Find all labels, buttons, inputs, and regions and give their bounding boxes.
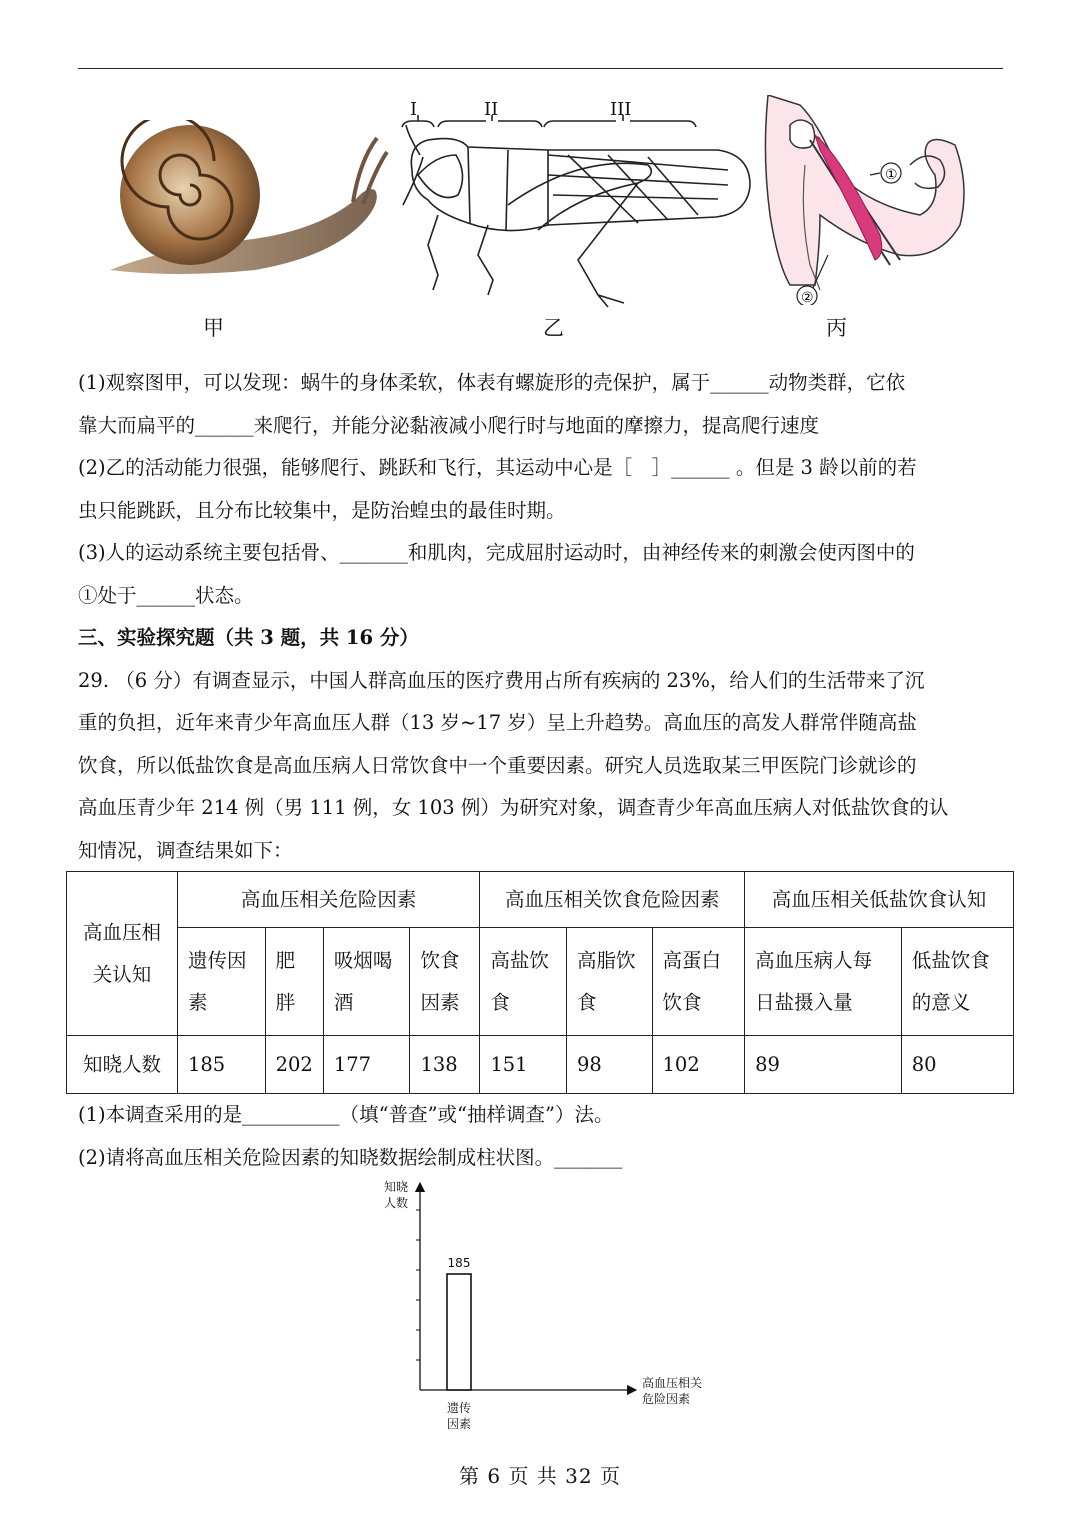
count-cell: 80	[901, 1036, 1013, 1094]
count-cell: 151	[480, 1036, 567, 1094]
col-header: 饮食因素	[410, 928, 480, 1036]
caption-bing: 丙	[826, 316, 847, 340]
q28-line: (2)乙的活动能力很强，能够爬行、跳跃和飞行，其运动中心是［ ］______ 。但是 3 龄以前的若	[78, 456, 917, 479]
question-29-subparts	[78, 1094, 1008, 1179]
count-cell: 202	[265, 1036, 323, 1094]
q28-line: ①处于______状态。	[78, 583, 254, 607]
q28-line: 靠大而扁平的______来爬行，并能分泌黏液减小爬行时与地面的摩擦力，提高爬行速度	[78, 413, 820, 437]
bar-chart	[370, 1175, 730, 1440]
segment-label-3: III	[610, 99, 632, 120]
count-cell: 138	[410, 1036, 480, 1094]
count-cell: 102	[652, 1036, 745, 1094]
col-header: 遗传因素	[177, 928, 265, 1036]
q29-line: 知情况，调查结果如下：	[78, 838, 293, 862]
q29-sub-line: (1)本调查采用的是__________（填“普查”或“抽样调查”）法。	[78, 1103, 614, 1126]
count-label: 知晓人数	[67, 1036, 178, 1094]
x-axis-label-line2: 危险因素	[642, 1392, 691, 1406]
count-cell: 185	[177, 1036, 265, 1094]
col-header: 肥胖	[265, 928, 323, 1036]
x-axis-label-line1: 高血压相关	[642, 1376, 703, 1390]
grasshopper-diagram	[398, 95, 758, 310]
muscle-label-1: ①	[885, 167, 898, 183]
muscle-label-2: ②	[801, 290, 814, 305]
row-header-text: 高血压相关认知	[82, 920, 161, 986]
q28-line: (1)观察图甲，可以发现：蜗牛的身体柔软，体表有螺旋形的壳保护，属于______动物类群，它依	[78, 371, 906, 394]
col-header: 高蛋白饮食	[652, 928, 745, 1036]
y-axis-label-line1: 知晓	[384, 1180, 409, 1194]
group-header-diet: 高血压相关饮食危险因素	[480, 872, 745, 928]
q28-line: (3)人的运动系统主要包括骨、_______和肌肉，完成屈肘运动时，由神经传来的刺激会使丙图中的	[78, 541, 915, 564]
bar-data-label: 185	[447, 1256, 471, 1270]
col-header: 高盐饮食	[480, 928, 567, 1036]
top-rule	[78, 68, 1003, 69]
q29-line: 饮食，所以低盐饮食是高血压病人日常饮食中一个重要因素。研究人员选取某三甲医院门诊就诊的	[78, 753, 917, 777]
survey-table	[66, 871, 1014, 1094]
category-label-line1: 遗传	[446, 1401, 472, 1415]
caption-yi: 乙	[543, 316, 564, 340]
arm-muscle-diagram	[760, 95, 975, 305]
group-header-lowsalt: 高血压相关低盐饮食认知	[745, 872, 1014, 928]
y-axis-label-line2: 人数	[384, 1196, 409, 1210]
category-label-line2: 因素	[446, 1417, 472, 1431]
question-28-block	[78, 362, 1008, 872]
q29-line: 高血压青少年 214 例（男 111 例，女 103 例）为研究对象，调查青少年高血压病人对低盐饮食的认	[78, 796, 949, 819]
snail-illustration	[105, 120, 390, 280]
col-header: 高脂饮食	[566, 928, 652, 1036]
caption-jia: 甲	[203, 316, 224, 340]
col-header: 高血压病人每日盐摄入量	[745, 928, 902, 1036]
col-header: 低盐饮食的意义	[901, 928, 1013, 1036]
segment-label-1: I	[410, 99, 418, 120]
page-footer: 第 6 页 共 32 页	[459, 1464, 621, 1488]
count-cell: 177	[323, 1036, 410, 1094]
col-header: 吸烟喝酒	[323, 928, 410, 1036]
bar	[447, 1274, 471, 1390]
q29-line: 重的负担，近年来青少年高血压人群（13 岁~17 岁）呈上升趋势。高血压的高发人群常伴随高盐	[78, 711, 917, 734]
section-heading: 三、实验探究题（共 3 题，共 16 分）	[78, 626, 419, 649]
count-cell: 98	[566, 1036, 652, 1094]
group-header-risk: 高血压相关危险因素	[177, 872, 479, 928]
count-cell: 89	[745, 1036, 902, 1094]
row-header-cell	[67, 872, 178, 1036]
segment-label-2: II	[484, 99, 499, 120]
q29-line: 29. （6 分）有调查显示，中国人群高血压的医疗费用占所有疾病的 23%，给人们的生活带来了沉	[78, 668, 925, 692]
q28-line: 虫只能跳跃，且分布比较集中，是防治蝗虫的最佳时期。	[78, 498, 566, 522]
q29-sub-line: (2)请将高血压相关危险因素的知晓数据绘制成柱状图。_______	[78, 1145, 623, 1169]
